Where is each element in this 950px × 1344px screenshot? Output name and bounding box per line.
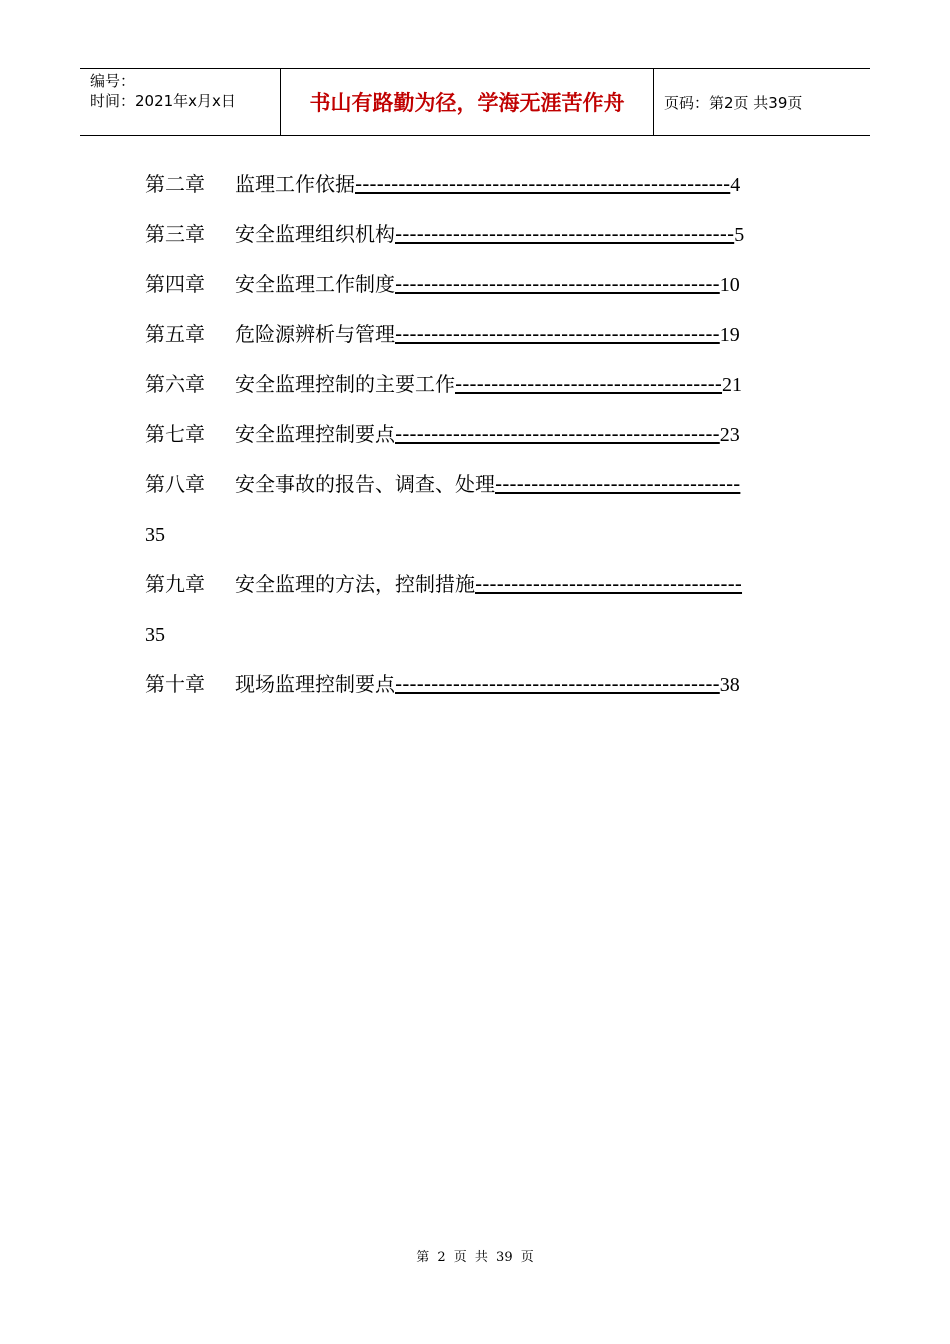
toc-chapter: 第九章 xyxy=(145,572,205,596)
toc-title: 安全监理控制的主要工作 xyxy=(235,372,455,396)
toc-entry[interactable] xyxy=(145,416,825,466)
table-of-contents xyxy=(145,166,825,716)
document-date: 时间：2021年x月x日 xyxy=(90,92,236,110)
toc-page: 4 xyxy=(730,174,741,196)
toc-entry[interactable] xyxy=(145,566,825,616)
page-footer: 第 2 页 共 39 页 xyxy=(416,1250,534,1265)
header-meta xyxy=(80,69,281,135)
toc-leader: ----------------------------------------------- xyxy=(395,222,735,246)
toc-title: 安全监理组织机构 xyxy=(235,222,395,246)
toc-leader: --------------------------------------------- xyxy=(395,322,720,346)
toc-entry[interactable] xyxy=(145,666,825,716)
toc-leader: ------------------------------------- xyxy=(455,372,723,396)
toc-page: 35 xyxy=(145,524,165,546)
document-number: 编号： xyxy=(90,72,136,90)
toc-entry[interactable] xyxy=(145,316,825,366)
toc-chapter: 第七章 xyxy=(145,422,205,446)
toc-leader: ------------------------------------- xyxy=(475,572,743,596)
toc-title: 危险源辨析与管理 xyxy=(235,322,395,346)
toc-chapter: 第四章 xyxy=(145,272,205,296)
toc-chapter: 第五章 xyxy=(145,322,205,346)
toc-chapter: 第三章 xyxy=(145,222,205,246)
toc-page: 38 xyxy=(719,674,740,696)
toc-title: 安全监理的方法，控制措施 xyxy=(235,572,475,596)
toc-entry[interactable] xyxy=(145,266,825,316)
toc-leader: ---------------------------------- xyxy=(495,472,741,496)
toc-page: 35 xyxy=(145,624,165,646)
header-page-info: 页码：第2页 共39页 xyxy=(664,93,803,112)
toc-title: 安全事故的报告、调查、处理 xyxy=(235,472,495,496)
toc-chapter: 第八章 xyxy=(145,472,205,496)
toc-page: 23 xyxy=(719,424,740,446)
toc-chapter: 第二章 xyxy=(145,172,205,196)
toc-chapter: 第十章 xyxy=(145,672,205,696)
toc-title: 监理工作依据 xyxy=(235,172,355,196)
toc-page: 10 xyxy=(719,274,740,296)
toc-title: 安全监理控制要点 xyxy=(235,422,395,446)
toc-page: 19 xyxy=(719,324,740,346)
toc-title: 安全监理工作制度 xyxy=(235,272,395,296)
page-header xyxy=(80,68,870,136)
toc-chapter: 第六章 xyxy=(145,372,205,396)
toc-entry[interactable] xyxy=(145,216,825,266)
toc-leader: --------------------------------------------- xyxy=(395,272,720,296)
toc-entry[interactable] xyxy=(145,466,825,516)
toc-entry[interactable] xyxy=(145,166,825,216)
toc-entry-continued[interactable] xyxy=(145,616,825,666)
toc-leader: --------------------------------------------- xyxy=(395,422,720,446)
toc-page: 21 xyxy=(722,374,743,396)
toc-leader: ---------------------------------------------------- xyxy=(355,172,731,196)
toc-entry[interactable] xyxy=(145,366,825,416)
toc-entry-continued[interactable] xyxy=(145,516,825,566)
toc-page: 5 xyxy=(734,224,745,246)
header-motto: 书山有路勤为径，学海无涯苦作舟 xyxy=(281,69,654,135)
toc-leader: --------------------------------------------- xyxy=(395,672,720,696)
toc-title: 现场监理控制要点 xyxy=(235,672,395,696)
